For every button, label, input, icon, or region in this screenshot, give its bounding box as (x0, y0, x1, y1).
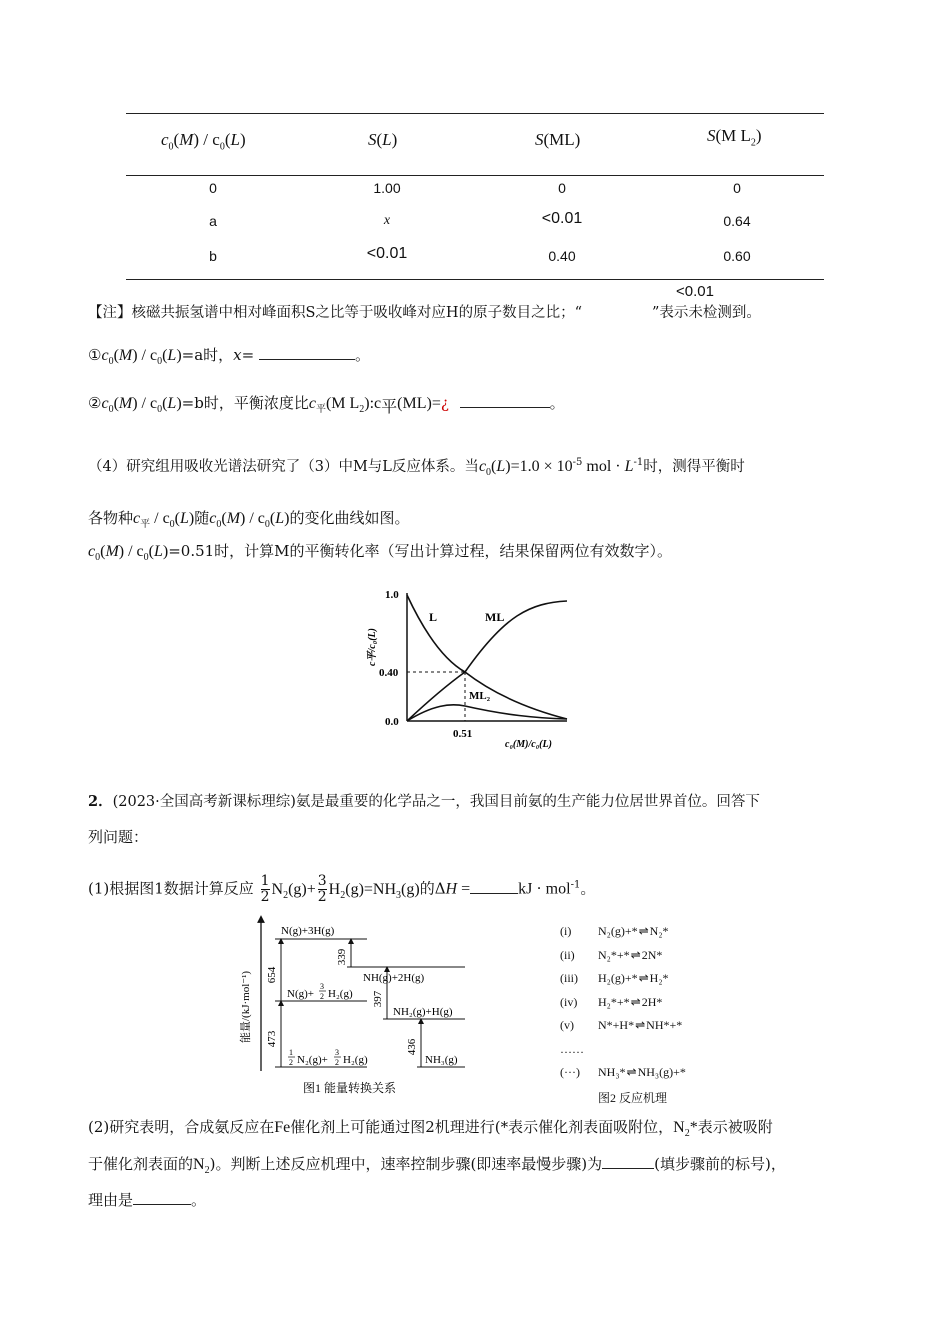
svg-text:H₂(g): H₂(g) (328, 988, 353, 1000)
curve-ML2 (407, 705, 567, 721)
fig2-step: (ii) N₂*+*⇌2N* (560, 947, 663, 962)
svg-text:N₂(g)+: N₂(g)+ (297, 1054, 328, 1066)
figure-2-mechanism (560, 920, 750, 1110)
answer-blank-ratio[interactable] (460, 393, 550, 408)
note-value: <0.01 (676, 283, 714, 300)
q2023-part2-line1: (2)研究表明，合成氨反应在Fe催化剂上可能通过图2机理进行(*表示催化剂表面吸附位，$N_2*$表示被吸附 (88, 1118, 773, 1140)
question-4-line2: 各物种$c_平 / c_0(L)$随$c_0(M) / c_0(L)$的变化曲线如图。 (88, 509, 410, 531)
svg-text:3: 3 (320, 982, 324, 991)
q2023-part2-line3: 理由是 。 (88, 1191, 207, 1209)
tick-y-040: 0.40 (379, 667, 399, 679)
fig1-ylabel: 能量/(kJ·mol⁻¹) (240, 970, 252, 1044)
question-4-line3: $c_0(M) / c_0(L)=0.51$时，计算M的平衡转化率（写出计算过程，结果保留两位有效数字）。 (88, 542, 673, 564)
question-4-line1: （4）研究组用吸收光谱法研究了（3）中M与L反应体系。当$c_0(L)=1.0 \times 10^{-5}$ mol · $L^{-1}$时，测得平衡时 (88, 457, 745, 479)
fig1-level-NH: NH(g)+2H(g) (363, 972, 425, 984)
svg-text:2: 2 (289, 1058, 293, 1067)
table-cell-r0-c3: 0 (733, 180, 741, 196)
fig1-value-473: 473 (266, 1030, 278, 1048)
table-bottom-rule (126, 279, 824, 280)
figure-1-energy-diagram (235, 915, 485, 1100)
fig1-level-NH3: NH₃(g) (425, 1054, 458, 1066)
equilibrium-arrow-icon: ⇌ (638, 971, 649, 985)
tick-x-051: 0.51 (453, 728, 473, 740)
table-cell-r1-c2: <0.01 (541, 210, 583, 227)
fig2-step: (iv) H₂*+*⇌2H* (560, 994, 663, 1009)
equilibrium-arrow-icon: ⇌ (630, 994, 641, 1009)
svg-text:2: 2 (335, 1058, 339, 1067)
tick-y-1: 1.0 (385, 589, 399, 601)
fig1-caption: 图1 能量转换关系 (303, 1081, 397, 1095)
unknown-glyph: ¿ (440, 394, 449, 412)
table-cell-r1-c1: x (383, 213, 391, 228)
answer-blank-step[interactable] (602, 1154, 654, 1169)
fig1-value-654: 654 (266, 966, 278, 984)
table-header-SML: S(ML) (535, 130, 581, 149)
fig1-value-436: 436 (406, 1038, 418, 1056)
table-header-SML2: S(M $L_2$) (707, 126, 762, 149)
equilibrium-arrow-icon: ⇌ (638, 924, 649, 938)
fig1-value-397: 397 (372, 990, 384, 1008)
q2023-part1: (1)根据图1数据计算反应 $\frac{1}{2}$ $N_2(g)+$ $\frac{3}{2}$ $H_2(g)=NH_3(g)$的ΔH = kJ · mol$^{-1}$。 (88, 873, 596, 905)
table-header-SL: S(L) (368, 130, 398, 149)
svg-text:3: 3 (335, 1048, 339, 1057)
fig2-step: (···) NH₃*⇌NH₃(g)+* (560, 1065, 686, 1079)
graph-x-label: c₀(M)/c₀(L) (505, 739, 552, 750)
equilibrium-arrow-icon: ⇌ (635, 1018, 646, 1032)
label-ML2: ML₂ (469, 690, 491, 702)
fig1-value-339: 339 (336, 948, 348, 966)
fig1-level-top: N(g)+3H(g) (281, 925, 335, 937)
note-tail: ”表示未检测到。 (652, 305, 761, 321)
question-2: $②c_0(M) / c_0(L)=b$时，平衡浓度比$c_平(M$ $L_2):c_平(ML)=¿$ 。 (88, 394, 565, 416)
table-cell-r2-c3: 0.60 (723, 248, 751, 264)
svg-text:N(g)+: N(g)+ (287, 988, 314, 1000)
fig2-step: (iii) H₂(g)+*⇌H₂* (560, 971, 669, 985)
table-header-ratio: $c_0(M) / c_0(L)$ (161, 130, 246, 153)
question-1: $①c_0(M) / c_0(L)=a$时，x= 。 (88, 346, 370, 368)
q2023-part2-line2: 于催化剂表面的$N_2$)。判断上述反应机理中，速率控制步骤(即速率最慢步骤)为 (填步骤前的标号)， (88, 1155, 786, 1177)
graph-y-label: c平/c₀(L) (367, 628, 378, 666)
note-line (88, 301, 761, 322)
tick-y-0: 0.0 (385, 716, 399, 728)
svg-text:H₂(g): H₂(g) (343, 1054, 368, 1066)
svg-text:1: 1 (289, 1048, 293, 1057)
table-cell-r1-c0: a (209, 213, 217, 229)
fig2-step: …… (560, 1041, 584, 1056)
table-cell-r0-c0: 0 (209, 180, 217, 196)
fig2-step: (v) N*+H*⇌NH*+* (560, 1018, 683, 1032)
fig2-step: (i) N₂(g)+*⇌N₂* (560, 924, 669, 938)
label-ML: ML (485, 610, 505, 624)
answer-blank-reason[interactable] (133, 1190, 191, 1205)
q2023-stem2: 列问题： (88, 828, 149, 846)
fig1-level-NH2: NH₂(g)+H(g) (393, 1006, 453, 1018)
svg-text:2: 2 (320, 992, 324, 1001)
note-text: 【注】核磁共振氢谱中相对峰面积S之比等于吸收峰对应H的原子数目之比；“ (88, 305, 582, 321)
answer-blank-dH[interactable] (470, 879, 518, 894)
equilibrium-graph (355, 585, 585, 755)
table-top-rule (126, 113, 824, 114)
table-cell-r0-c2: 0 (558, 180, 566, 196)
table-cell-r1-c3: 0.64 (723, 213, 751, 229)
table-cell-r2-c1: <0.01 (366, 245, 408, 262)
equilibrium-arrow-icon: ⇌ (630, 947, 641, 962)
label-L: L (429, 610, 438, 624)
answer-blank-x[interactable] (259, 345, 355, 360)
table-cell-r0-c1: 1.00 (373, 180, 401, 196)
table-cell-r2-c2: 0.40 (548, 248, 576, 264)
table-cell-r2-c0: b (209, 248, 217, 264)
q2023-stem: 2．(2023·全国高考新课标理综)氨是最重要的化学品之一，我国目前氨的生产能力位居世界首位。回答下 (88, 793, 760, 810)
fig2-caption: 图2 反应机理 (598, 1090, 668, 1105)
equilibrium-arrow-icon: ⇌ (626, 1065, 637, 1079)
table-mid-rule (126, 175, 824, 176)
